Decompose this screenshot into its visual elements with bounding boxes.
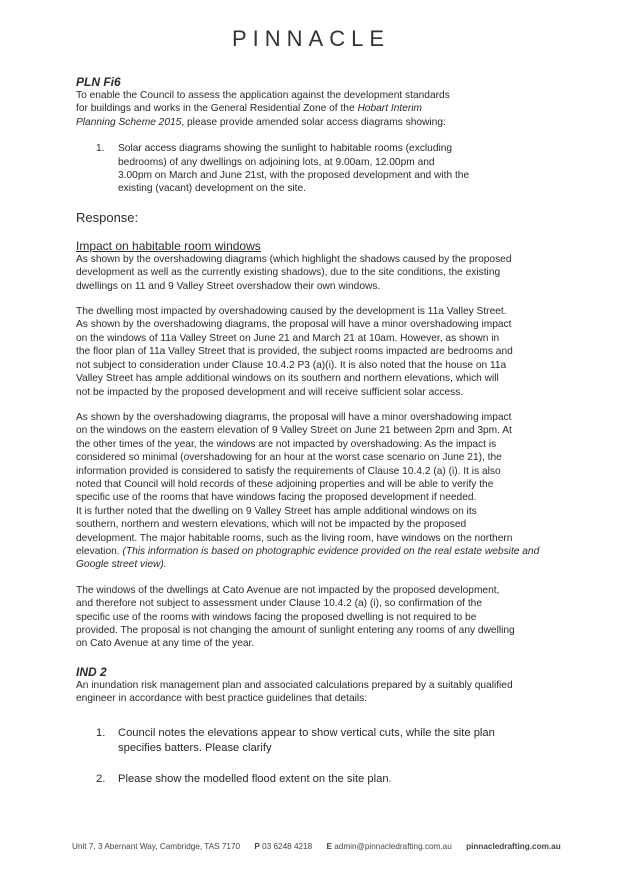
request-intro [76, 89, 546, 129]
phone-label: P [254, 842, 260, 851]
list-item [96, 772, 546, 787]
response-paragraph-3: As shown by the overshadowing diagrams, the proposal will have a minor overshadowing impact on the windows on the eastern elevation of 9 Valley Street on June 21 between 2pm and 3pm. At the other times of the year, the windows are not impacted by overshadowing. As the impact is considered so minimal (overshadowing for an hour at the worst case scenario on June 21), the information provided is considered to satisfy the requirements of Clause 10.4.2 (a) (i). It is also noted that Council will hold records of these adjoining properties and will be able to verify the specific use of the rooms that have windows facing the proposed development if needed. It is further noted that the dwelling on 9 Valley Street has ample additional windows on its southern, northern and western elevations, which will not be impacted by the proposed development. The major habitable rooms, such as the living room, have windows on the northern elevation. (This information is based on photographic evidence provided on the real estate website and Google street view). [76, 411, 540, 571]
email-label: E [326, 842, 332, 851]
intro-line: for buildings and works in the General Residential Zone of the Hobart Interim [76, 103, 422, 115]
ind-intro: An inundation risk management plan and associated calculations prepared by a suitably qualified engineer in accordance with best practice guidelines that details: [76, 679, 513, 705]
list-text: Please show the modelled flood extent on the site plan. [118, 772, 392, 785]
document-content [76, 74, 546, 787]
footer-website[interactable]: pinnacledrafting.com.au [466, 842, 561, 851]
response-subheading: Impact on habitable room windows [76, 238, 261, 253]
response-paragraph-4: The windows of the dwellings at Cato Avenue are not impacted by the proposed development, and therefore not subject to assessment under Clause 10.4.2 (a) (i), so confirmation of the specific use of the rooms with windows facing the proposed dwelling is not required to be provided. The proposal is not changing the amount of sunlight entering any rooms of any dwelling on Cato Avenue at any time of the year. [76, 584, 515, 650]
footer-email[interactable]: admin@pinnacledrafting.com.au [334, 842, 452, 851]
request-heading: PLN Fi6 [76, 75, 121, 89]
list-item [96, 726, 546, 756]
ind-heading: IND 2 [76, 664, 107, 679]
footer-phone: 03 6248 4218 [262, 842, 313, 851]
ind-list [76, 726, 546, 787]
page-footer [72, 842, 562, 851]
request-list [96, 142, 546, 196]
footer-address: Unit 7, 3 Abernant Way, Cambridge, TAS 7170 [72, 842, 241, 851]
list-number: 1. [96, 143, 105, 155]
list-number: 2. [96, 772, 106, 785]
response-paragraph-2: The dwelling most impacted by overshadowing caused by the development is 11a Valley Street. As shown by the overshadowing diagrams, the proposal will have a minor overshadowing impact on the windows of 11a Valley Street on June 21 and March 21 at 10am. However, as shown in the floor plan of 11a Valley Street that is provided, the subject rooms impacted are bedrooms and not subject to consideration under Clause 10.4.2 P3 (a)(i). It is also noted that the house on 11a Valley Street has ample additional windows on its southern and northern elevations, which will not be impacted by the proposed development and will receive sufficient solar access. [76, 306, 513, 398]
response-heading: Response: [76, 209, 139, 225]
intro-line: Planning Scheme 2015, please provide amended solar access diagrams showing: [76, 116, 446, 128]
list-text: Council notes the elevations appear to show vertical cuts, while the site plan specifies batters. Please clarify [118, 726, 495, 754]
list-item [96, 142, 546, 196]
response-paragraph-1: As shown by the overshadowing diagrams (which highlight the shadows caused by the proposed development as well as the currently existing shadows), due to the site conditions, the existing dwellings on 11 and 9 Valley Street overshadow their own windows. [76, 253, 512, 292]
company-logo: PINNACLE [231, 26, 391, 51]
list-text: Solar access diagrams showing the sunlight to habitable rooms (excluding bedrooms) of any dwellings on adjoining lots, at 9.00am, 12.00pm and 3.00pm on March and June 21st, with the proposed development and with the existing (vacant) development on the site. [118, 143, 470, 195]
list-number: 1. [96, 726, 106, 739]
intro-line: To enable the Council to assess the application against the development standards [76, 90, 450, 101]
